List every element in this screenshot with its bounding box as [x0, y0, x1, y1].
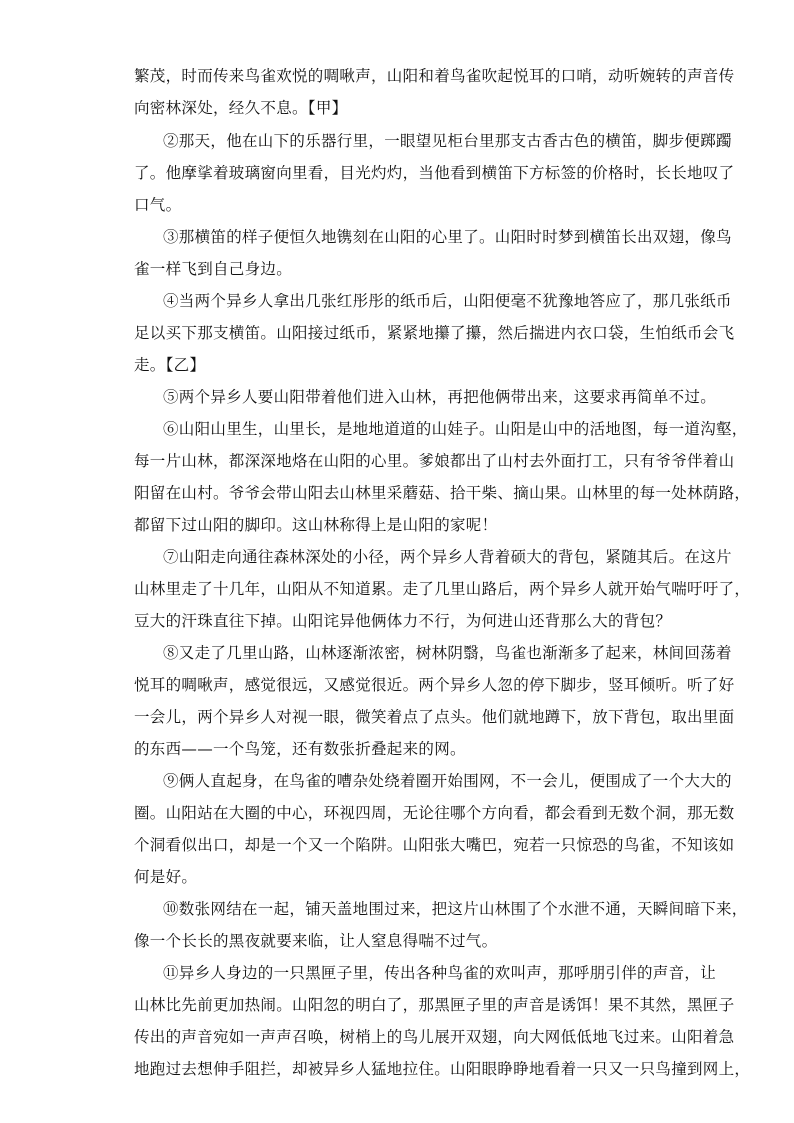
- text-line: 个洞看似出口，却是一个又一个陷阱。山阳张大嘴巴，宛若一只惊恐的鸟雀，不知该如: [134, 836, 735, 854]
- text-line: 豆大的汗珠直往下掉。山阳诧异他俩体力不行，为何进山还背那么大的背包？: [134, 612, 672, 630]
- paragraph-3-line: ③那横笛的样子便恒久地镌刻在山阳的心里了。山阳时时梦到横笛长出双翅，像鸟: [163, 228, 732, 246]
- text-line: 山林比先前更加热闹。山阳忽的明白了，那黑匣子里的声音是诱饵！果不其然，黑匣子: [134, 996, 735, 1014]
- text-line: 繁茂，时而传来鸟雀欢悦的啁啾声，山阳和着鸟雀吹起悦耳的口哨，动听婉转的声音传: [134, 67, 735, 85]
- text-line: 口气。: [134, 196, 182, 214]
- text-line: 传出的声音宛如一声声召唤，树梢上的鸟儿展开双翅，向大网低低地飞过来。山阳着急: [134, 1028, 735, 1046]
- paragraph-2-line: ②那天，他在山下的乐器行里，一眼望见柜台里那支古香古色的横笛，脚步便踯躅: [163, 132, 732, 150]
- paragraph-4-line: ④当两个异乡人拿出几张红彤彤的纸币后，山阳便毫不犹豫地答应了，那几张纸币: [163, 292, 732, 310]
- text-line: 何是好。: [134, 868, 198, 886]
- text-line: 一会儿，两个异乡人对视一眼，微笑着点了点头。他们就地蹲下，放下背包，取出里面: [134, 708, 735, 726]
- text-line: 了。他摩挲着玻璃窗向里看，目光灼灼，当他看到横笛下方标签的价格时，长长地叹了: [134, 164, 735, 182]
- text-line: 每一片山林，都深深地烙在山阳的心里。爹娘都出了山村去外面打工，只有爷爷伴着山: [134, 452, 735, 470]
- paragraph-11-line: ⑪异乡人身边的一只黑匣子里，传出各种鸟雀的欢叫声，那呼朋引伴的声音，让: [163, 964, 717, 982]
- text-line: 的东西——一个鸟笼，还有数张折叠起来的网。: [134, 740, 466, 758]
- text-line: 悦耳的啁啾声，感觉很远，又感觉很近。两个异乡人忽的停下脚步，竖耳倾听。听了好: [134, 676, 735, 694]
- paragraph-6-line: ⑥山阳山里生，山里长，是地地道道的山娃子。山阳是山中的活地图，每一道沟壑，: [163, 420, 748, 438]
- text-line: 圈。山阳站在大圈的中心，环视四周，无论往哪个方向看，都会看到无数个洞，那无数: [134, 804, 735, 822]
- paragraph-9-line: ⑨俩人直起身，在鸟雀的嘈杂处绕着圈开始围网，不一会儿，便围成了一个大大的: [163, 772, 732, 790]
- paragraph-10-line: ⑩数张网结在一起，铺天盖地围过来，把这片山林围了个水泄不通，天瞬间暗下来，: [163, 900, 748, 918]
- text-line: 足以买下那支横笛。山阳接过纸币，紧紧地攥了攥，然后揣进内衣口袋，生怕纸币会飞: [134, 324, 735, 342]
- text-line: 地跑过去想伸手阻拦，却被异乡人猛地拉住。山阳眼睁睁地看着一只又一只鸟撞到网上，: [134, 1060, 751, 1078]
- text-line: 向密林深处，经久不息。【甲】: [134, 99, 348, 117]
- text-line: 阳留在山村。爷爷会带山阳去山林里采蘑菇、拾干柴、摘山果。山林里的每一处林荫路，: [134, 484, 751, 502]
- text-line: 都留下过山阳的脚印。这山林称得上是山阳的家呢！: [134, 516, 498, 534]
- paragraph-7-line: ⑦山阳走向通往森林深处的小径，两个异乡人背着硕大的背包，紧随其后。在这片: [163, 548, 732, 566]
- text-line: 走。【乙】: [134, 356, 206, 374]
- text-line: 像一个长长的黑夜就要来临，让人窒息得喘不过气。: [134, 932, 498, 950]
- text-line: 雀一样飞到自己身边。: [134, 260, 293, 278]
- paragraph-8-line: ⑧又走了几里山路，山林逐渐浓密，树林阴翳，鸟雀也渐渐多了起来，林间回荡着: [163, 644, 732, 662]
- paragraph-5-line: ⑤两个异乡人要山阳带着他们进入山林，再把他俩带出来，这要求再简单不过。: [163, 388, 717, 406]
- text-line: 山林里走了十几年，山阳从不知道累。走了几里山路后，两个异乡人就开始气喘吁吁了，: [134, 580, 751, 598]
